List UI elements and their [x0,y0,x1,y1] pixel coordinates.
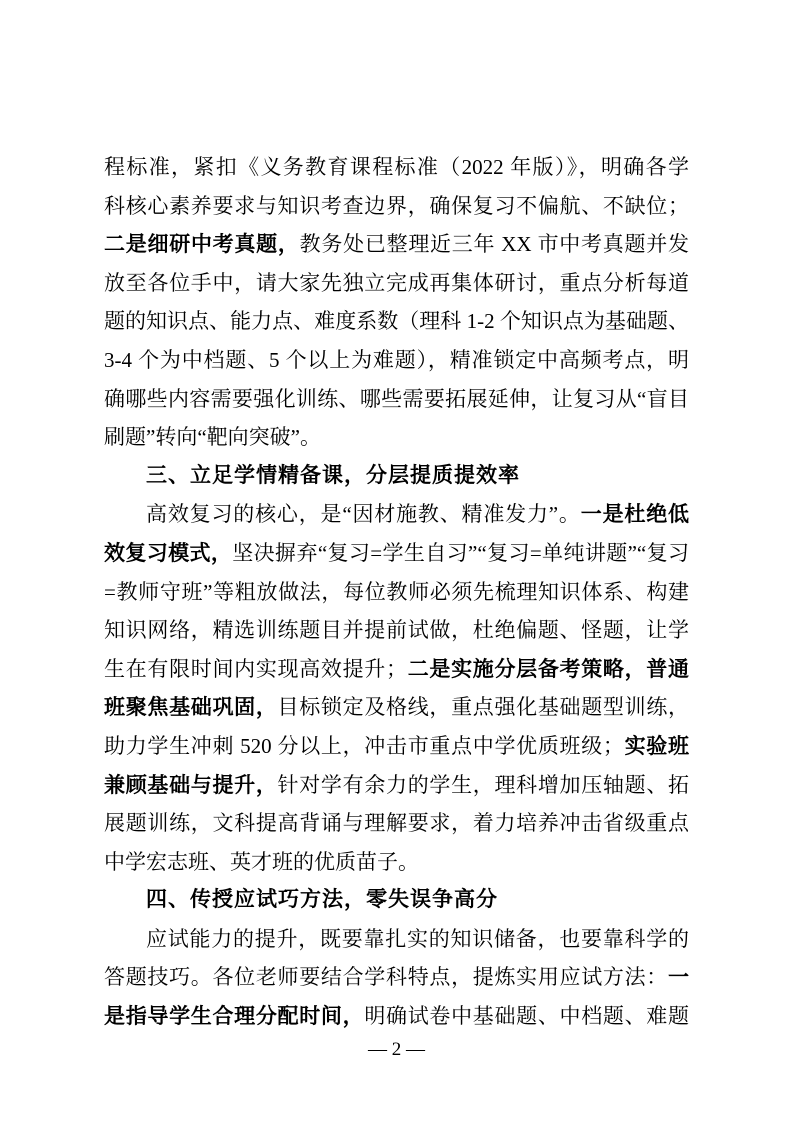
text-line [104,148,689,187]
text-run: 确哪些内容需要强化训练、哪些需要拓展延伸，让复习从“盲目 [104,386,689,411]
text-line [104,264,689,303]
text-line [104,495,689,534]
bold-text-run: 一是杜绝低 [580,502,689,527]
bold-text-run: 兼顾基础与提升， [104,772,278,797]
text-run: 明确试卷中基础题、中档题、难题 [364,1004,689,1029]
text-line [104,187,689,226]
bold-text-run: 效复习模式， [104,540,233,565]
text-line [104,611,689,650]
section-heading: 三、立足学情精备课，分层提质提效率 [146,463,520,487]
text-line [104,804,689,843]
text-line [104,843,689,882]
bold-text-run: 二是细研中考真题， [104,232,300,257]
text-run: 科核心素养要求与知识考查边界，确保复习不偏航、不缺位； [104,193,689,218]
text-run: 刷题”转向“靶向突破”。 [104,425,321,450]
text-run: 高效复习的核心，是“因材施教、精准发力”。 [146,502,581,527]
text-line [104,534,689,573]
text-line [104,727,689,766]
text-line [104,302,689,341]
text-line [104,380,689,419]
bold-text-run: 班聚焦基础巩固， [104,695,278,720]
text-run: 生在有限时间内实现高效提升； [104,656,407,681]
text-run: 放至各位手中，请大家先独立完成再集体研讨，重点分析每道 [104,270,689,295]
text-run: 助力学生冲刺 520 分以上，冲击市重点中学优质班级； [104,733,624,758]
text-line [104,418,689,457]
text-line [104,920,689,959]
bold-text-run: 是指导学生合理分配时间， [104,1004,365,1029]
section-heading: 四、传授应试巧方法，零失误争高分 [146,888,498,912]
text-line [104,958,689,997]
text-run: 答题技巧。各位老师要结合学科特点，提炼实用应试方法： [104,965,668,990]
text-run: 应试能力的提升，既要靠扎实的知识储备，也要靠科学的 [146,926,689,951]
text-run: 坚决摒弃“复习=学生自习”“复习=单纯讲题”“复习 [232,540,689,565]
text-run: =教师守班”等粗放做法，每位教师必须先梳理知识体系、构建 [104,579,689,604]
text-line [104,650,689,689]
document-content [104,148,689,1036]
text-line [104,997,689,1036]
text-run: 3-4 个为中档题、5 个以上为难题），精准锁定中高频考点，明 [104,347,689,372]
text-run: 题的知识点、能力点、难度系数（理科 1-2 个知识点为基础题、 [104,309,689,334]
text-line [104,341,689,380]
page-number: — 2 — [368,1039,425,1060]
text-line [104,688,689,727]
text-run: 知识网络，精选训练题目并提前试做，杜绝偏题、怪题，让学 [104,618,689,643]
bold-text-run: 实验班 [623,733,689,758]
text-line [104,766,689,805]
text-line [104,225,689,264]
text-run: 中学宏志班、英才班的优质苗子。 [104,849,419,874]
text-run: 针对学有余力的学生，理科增加压轴题、拓 [277,772,689,797]
bold-text-run: 二是实施分层备考策略，普通 [407,656,689,681]
text-line [104,573,689,612]
bold-text-run: 一 [668,965,689,990]
text-run: 程标准，紧扣《义务教育课程标准（2022 年版）》，明确各学 [104,155,689,179]
text-run: 目标锁定及格线，重点强化基础题型训练， [277,695,689,720]
text-run: 教务处已整理近三年 XX 市中考真题并发 [299,232,689,257]
text-run: 展题训练，文科提高背诵与理解要求，着力培养冲击省级重点 [104,811,689,836]
